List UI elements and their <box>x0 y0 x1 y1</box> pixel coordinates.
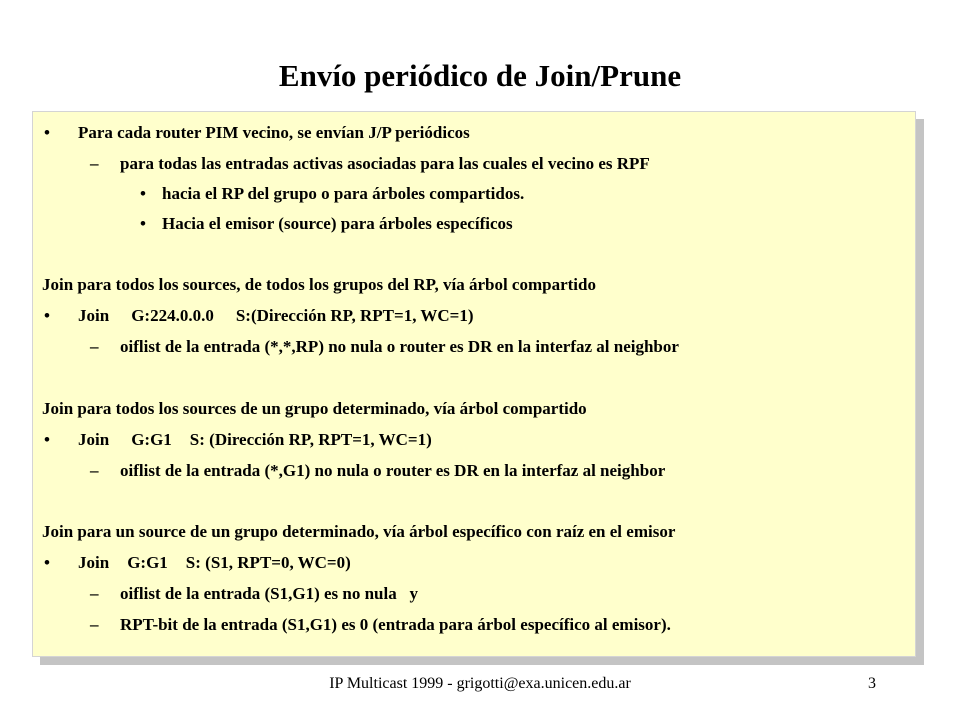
footer-text: IP Multicast 1999 - grigotti@exa.unicen.edu.ar <box>329 675 631 692</box>
join-label: Join <box>78 430 110 449</box>
dash-marker: – <box>90 461 99 480</box>
source-value: S: (Dirección RP, RPT=1, WC=1) <box>189 430 432 449</box>
join-line <box>78 430 432 450</box>
bullet-dot: • <box>44 553 50 572</box>
text-line: oiflist de la entrada (*,G1) no nula o router es DR en la interfaz al neighbor <box>120 461 666 480</box>
source-value: S: (S1, RPT=0, WC=0) <box>185 553 351 572</box>
text-line: Hacia el emisor (source) para árboles específicos <box>162 214 513 233</box>
bullet-dot: • <box>140 184 146 203</box>
section-heading: Join para todos los sources de un grupo determinado, vía árbol compartido <box>42 399 587 418</box>
text-line: oiflist de la entrada (S1,G1) es no nula y <box>120 584 418 603</box>
text-line: oiflist de la entrada (*,*,RP) no nula o router es DR en la interfaz al neighbor <box>120 337 679 356</box>
dash-marker: – <box>90 337 99 356</box>
join-line <box>78 553 351 573</box>
bullet-dot: • <box>44 123 50 142</box>
page-number: 3 <box>868 675 876 692</box>
join-line <box>78 306 474 326</box>
bullet-dot: • <box>44 306 50 325</box>
section-heading: Join para todos los sources, de todos los grupos del RP, vía árbol compartido <box>42 275 596 294</box>
text-line: para todas las entradas activas asociadas para las cuales el vecino es RPF <box>120 154 650 173</box>
text-line: hacia el RP del grupo o para árboles compartidos. <box>162 184 525 203</box>
group-value: G:G1 <box>131 430 172 449</box>
dash-marker: – <box>90 615 99 634</box>
bullet-dot: • <box>140 214 146 233</box>
dash-marker: – <box>90 154 99 173</box>
group-value: G:224.0.0.0 <box>131 306 214 325</box>
section-heading: Join para un source de un grupo determinado, vía árbol específico con raíz en el emisor <box>42 522 676 541</box>
join-label: Join <box>78 306 110 325</box>
source-value: S:(Dirección RP, RPT=1, WC=1) <box>235 306 474 325</box>
text-line: RPT-bit de la entrada (S1,G1) es 0 (entrada para árbol específico al emisor). <box>120 615 671 634</box>
join-label: Join <box>78 553 110 572</box>
bullet-dot: • <box>44 430 50 449</box>
group-value: G:G1 <box>127 553 168 572</box>
text-line: Para cada router PIM vecino, se envían J/P periódicos <box>78 123 470 142</box>
dash-marker: – <box>90 584 99 603</box>
slide-title: Envío periódico de Join/Prune <box>278 58 682 93</box>
